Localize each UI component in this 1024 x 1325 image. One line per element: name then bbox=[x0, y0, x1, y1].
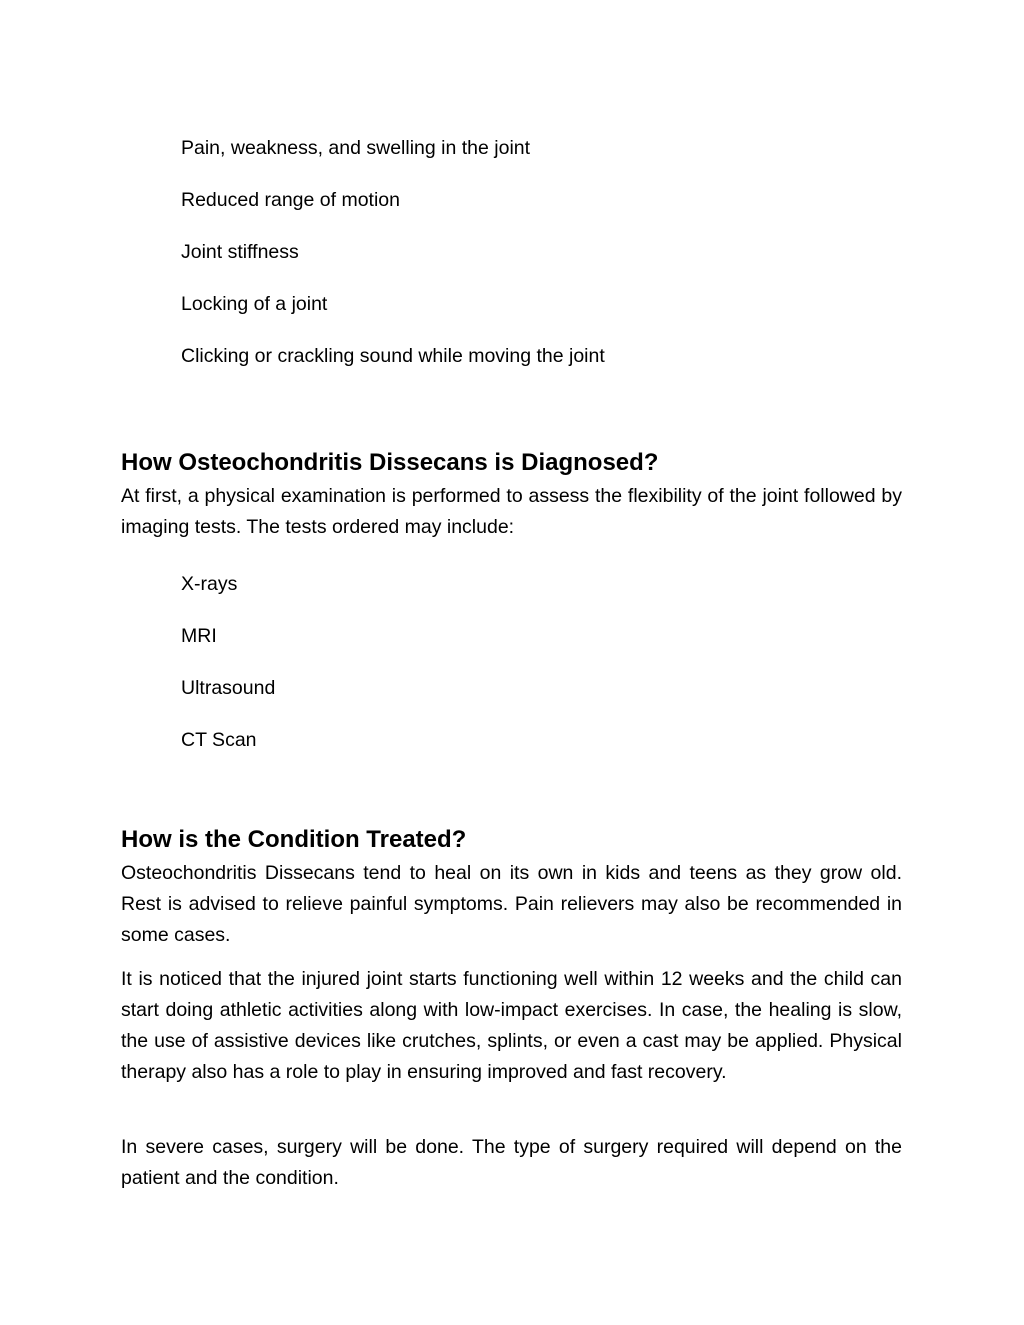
test-item: CT Scan bbox=[181, 729, 257, 751]
test-item: X-rays bbox=[181, 573, 238, 595]
symptom-item: Clicking or crackling sound while moving the joint bbox=[181, 345, 605, 367]
symptom-item: Locking of a joint bbox=[181, 293, 328, 315]
symptom-item: Reduced range of motion bbox=[181, 189, 400, 211]
treatment-paragraph: It is noticed that the injured joint starts functioning well within 12 weeks and the child can start doing athletic activities along with low-impact exercises. In case, the healing is slow, the use of assistive devices like crutches, splints, or even a cast may be applied. Physical therapy also has a role to play in ensuring improved and fast recovery. bbox=[121, 968, 902, 1083]
symptom-item: Pain, weakness, and swelling in the joint bbox=[181, 137, 531, 159]
treatment-paragraph: Osteochondritis Dissecans tend to heal on its own in kids and teens as they grow old. Rest is advised to relieve painful symptoms. Pain relievers may also be recommended in some cases. bbox=[121, 862, 902, 946]
diagnosis-heading: How Osteochondritis Dissecans is Diagnosed? bbox=[121, 449, 659, 476]
symptom-item: Joint stiffness bbox=[181, 241, 299, 263]
treatment-heading: How is the Condition Treated? bbox=[121, 826, 467, 853]
test-item: Ultrasound bbox=[181, 677, 276, 699]
test-item: MRI bbox=[181, 625, 217, 647]
treatment-paragraph: In severe cases, surgery will be done. The type of surgery required will depend on the patient and the condition. bbox=[121, 1136, 902, 1189]
diagnosis-intro: At first, a physical examination is performed to assess the flexibility of the joint followed by imaging tests. The tests ordered may include: bbox=[121, 485, 902, 538]
